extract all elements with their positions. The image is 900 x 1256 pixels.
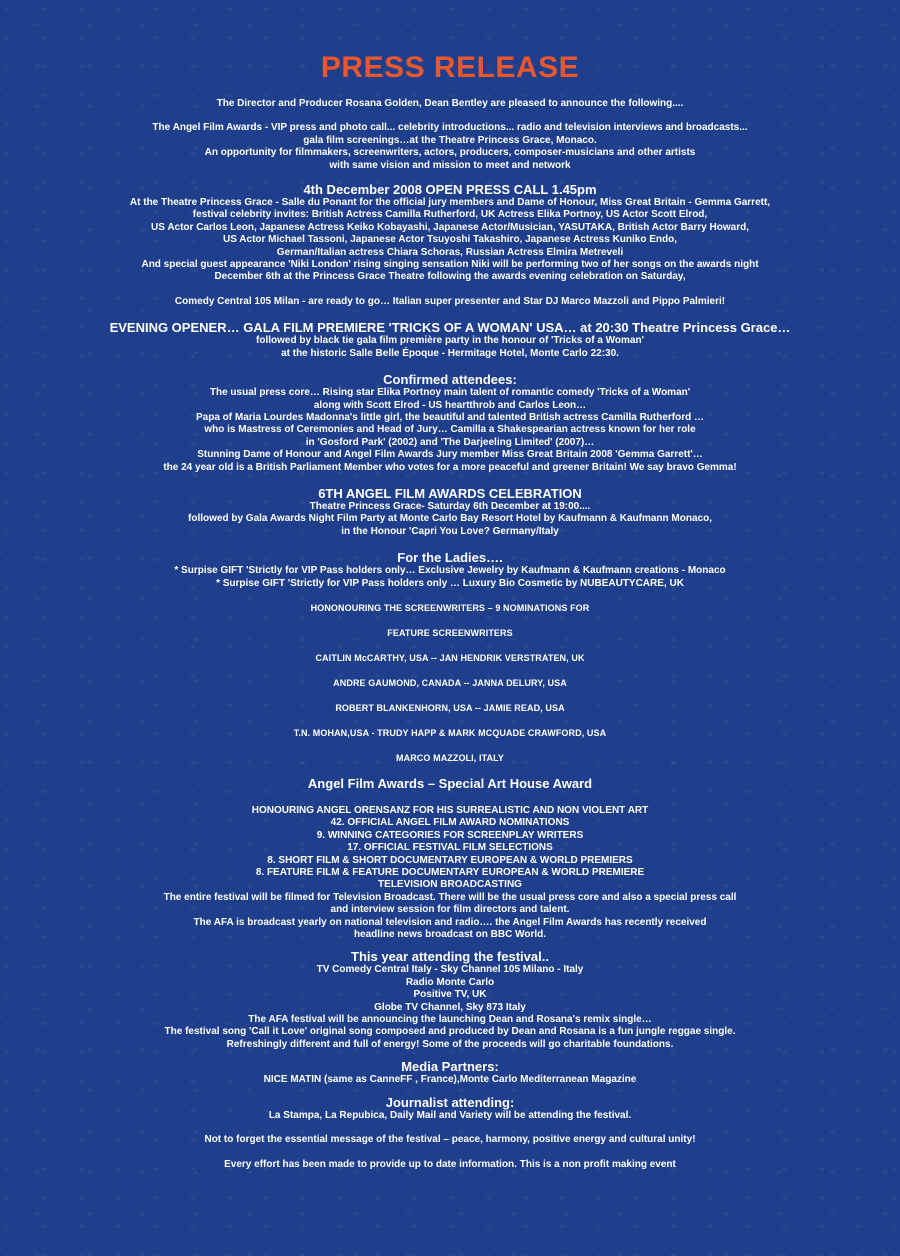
attendees-line: in 'Gosford Park' (2002) and 'The Darjeeling Limited' (2007)… <box>305 436 595 448</box>
press-call-line: And special guest appearance 'Niki London' rising singing sensation Niki will be performing two of her songs on the awards night <box>141 259 759 271</box>
intro-block <box>0 98 900 172</box>
celebration-heading: 6TH ANGEL FILM AWARDS CELEBRATION <box>318 485 582 501</box>
art-house-line: The entire festival will be filmed for Television Broadcast. There will be the usual press core and also a special press call <box>163 891 737 903</box>
attending-block <box>0 964 900 1051</box>
intro-line: An opportunity for filmmakers, screenwriters, actors, producers, composer-musicians and other artists <box>204 147 696 159</box>
opener-line: at the historic Salle Belle Époque - Hermitage Hotel, Monte Carlo 22:30. <box>281 347 619 359</box>
attendees-block <box>0 387 900 474</box>
spacer <box>0 110 900 122</box>
press-call-line: US Actor Michael Tassoni, Japanese Actor Tsuyoshi Takashiro, Japanese Actress Kuniko Endo, <box>222 234 678 246</box>
press-call-block <box>0 197 900 308</box>
intro-line: gala film screenings…at the Theatre Princess Grace, Monaco. <box>303 134 597 146</box>
screenwriters-line: ROBERT BLANKENHORN, USA -- JAMIE READ, USA <box>335 702 565 713</box>
art-house-line: HONOURING ANGEL ORENSANZ FOR HIS SURREALISTIC AND NON VIOLENT ART <box>251 804 649 816</box>
ladies-heading: For the Ladies…. <box>397 550 503 566</box>
screenwriters-line: T.N. MOHAN,USA - TRUDY HAPP & MARK MCQUADE CRAWFORD, USA <box>293 727 607 738</box>
screenwriters-line: ANDRE GAUMOND, CANADA -- JANNA DELURY, USA <box>333 677 567 688</box>
screenwriters-line: FEATURE SCREENWRITERS <box>387 627 513 638</box>
art-house-line: 17. OFFICIAL FESTIVAL FILM SELECTIONS <box>347 842 553 854</box>
press-call-line: festival celebrity invites: British Actress Camilla Rutherford, UK Actress Elika Portnoy, US Actor Scott Elrod, <box>192 209 708 221</box>
ladies-line: * Surpise GIFT 'Strictly for VIP Pass holders only… Exclusive Jewelry by Kaufmann & Kaufmann creations - Monaco <box>174 565 726 577</box>
attending-line: The AFA festival will be announcing the launching Dean and Rosana's remix single… <box>248 1014 652 1026</box>
ladies-block <box>0 565 900 590</box>
intro-line: The Director and Producer Rosana Golden, Dean Bentley are pleased to announce the following.... <box>216 98 684 109</box>
intro-line: with same vision and mission to meet and network <box>329 159 571 171</box>
art-house-heading: Angel Film Awards – Special Art House Award <box>307 775 593 791</box>
screenwriters-line: CAITLIN McCARTHY, USA -- JAN HENDRIK VERSTRATEN, UK <box>315 652 585 663</box>
press-call-line: Comedy Central 105 Milan - are ready to go… Italian super presenter and Star DJ Marco Mazzoli and Pippo Palmieri! <box>174 295 726 307</box>
intro-line: The Angel Film Awards - VIP press and photo call... celebrity introductions... radio and television interviews and broadcasts... <box>152 122 748 134</box>
media-block <box>0 1074 900 1086</box>
attending-line: Globe TV Channel, Sky 873 Italy <box>374 1001 526 1013</box>
screenwriters-line: HONONOURING THE SCREENWRITERS – 9 NOMINATIONS FOR <box>310 602 590 613</box>
journalist-block <box>0 1110 900 1171</box>
opener-line: followed by black tie gala film première party in the honour of 'Tricks of a Woman' <box>256 335 644 347</box>
celebration-line: in the Honour 'Capri You Love? Germany/Italy <box>341 525 559 537</box>
attending-line: Refreshingly different and full of energy! Some of the proceeds will go charitable foundations. <box>226 1038 674 1050</box>
page-title: PRESS RELEASE <box>320 51 580 84</box>
journalist-heading: Journalist attending: <box>385 1094 515 1110</box>
art-house-line: and interview session for film directors and talent. <box>330 904 570 916</box>
press-call-line: US Actor Carlos Leon, Japanese Actress Keiko Kobayashi, Japanese Actor/Musician, YASUTAKA, British Actor Barry Howard, <box>151 221 749 233</box>
art-house-line: 8. SHORT FILM & SHORT DOCUMENTARY EUROPEAN & WORLD PREMIERS <box>267 854 633 866</box>
attendees-line: who is Mastress of Ceremonies and Head of Jury… Camilla a Shakespearian actress known for her role <box>204 424 696 436</box>
attendees-line: Stunning Dame of Honour and Angel Film Awards Jury member Miss Great Britain 2008 'Gemma Garrett'… <box>197 449 703 461</box>
art-house-line: 9. WINNING CATEGORIES FOR SCREENPLAY WRITERS <box>316 829 584 841</box>
journalist-line: Not to forget the essential message of the festival – peace, harmony, positive energy and cultural unity! <box>204 1134 696 1146</box>
attending-line: Positive TV, UK <box>413 989 487 1001</box>
journalist-line: La Stampa, La Repubica, Daily Mail and Variety will be attending the festival. <box>268 1109 632 1121</box>
attendees-line: The usual press core… Rising star Elika Portnoy main talent of romantic comedy 'Tricks of a Woman' <box>209 387 691 399</box>
attending-line: The festival song 'Call it Love' original song composed and produced by Dean and Rosana is a fun jungle reggae single. <box>164 1026 736 1038</box>
art-house-line: The AFA is broadcast yearly on national television and radio…. the Angel Film Awards has recently received <box>193 916 707 928</box>
art-house-line: 8. FEATURE FILM & FEATURE DOCUMENTARY EUROPEAN & WORLD PREMIERE <box>255 867 645 878</box>
media-heading: Media Partners: <box>401 1059 499 1075</box>
attending-heading: This year attending the festival.. <box>351 949 549 965</box>
attendees-heading: Confirmed attendees: <box>383 372 517 388</box>
press-call-heading: 4th December 2008 OPEN PRESS CALL 1.45pm <box>303 182 597 198</box>
attendees-line: along with Scott Elrod - US heartthrob and Carlos Leon… <box>313 399 587 411</box>
attending-line: Radio Monte Carlo <box>405 976 495 988</box>
art-house-block <box>0 805 900 941</box>
opener-block <box>0 335 900 360</box>
media-line: NICE MATIN (same as CanneFF , France),Monte Carlo Mediterranean Magazine <box>263 1074 637 1086</box>
art-house-line: 42. OFFICIAL ANGEL FILM AWARD NOMINATIONS <box>330 817 570 829</box>
screenwriters-line: MARCO MAZZOLI, ITALY <box>396 752 504 763</box>
celebration-line: Theatre Princess Grace- Saturday 6th December at 19:00.... <box>309 500 591 512</box>
attendees-line: Papa of Maria Lourdes Madonna's little girl, the beautiful and talented British actress Camilla Rutherford … <box>195 411 705 423</box>
ladies-line: * Surpise GIFT 'Strictly for VIP Pass holders only … Luxury Bio Cosmetic by NUBEAUTYCARE, UK <box>216 577 684 589</box>
opener-heading: EVENING OPENER… GALA FILM PREMIERE 'TRICKS OF A WOMAN' USA… at 20:30 Theatre Princess Grace… <box>109 320 791 336</box>
attending-line: TV Comedy Central Italy - Sky Channel 105 Milano - Italy <box>316 964 584 976</box>
press-call-line: December 6th at the Princess Grace Theatre following the awards evening celebration on Saturday, <box>214 271 686 283</box>
press-call-line: At the Theatre Princess Grace - Salle du Ponant for the official jury members and Dame of Honour, Miss Great Britain - Gemma Garrett, <box>129 197 771 209</box>
celebration-line: followed by Gala Awards Night Film Party at Monte Carlo Bay Resort Hotel by Kaufmann & Kaufmann Monaco, <box>188 513 712 525</box>
celebration-block <box>0 501 900 538</box>
press-call-line: German/Italian actress Chiara Schoras, Russian Actress Elmira Metreveli <box>276 246 624 258</box>
art-house-line: TELEVISION BROADCASTING <box>378 879 522 891</box>
journalist-line: Every effort has been made to provide up to date information. This is a non profit making event <box>224 1158 676 1170</box>
attendees-line: the 24 year old is a British Parliament Member who votes for a more peaceful and greener Britain! We say bravo Gemma! <box>163 461 737 473</box>
art-house-line: headline news broadcast on BBC World. <box>353 929 547 941</box>
